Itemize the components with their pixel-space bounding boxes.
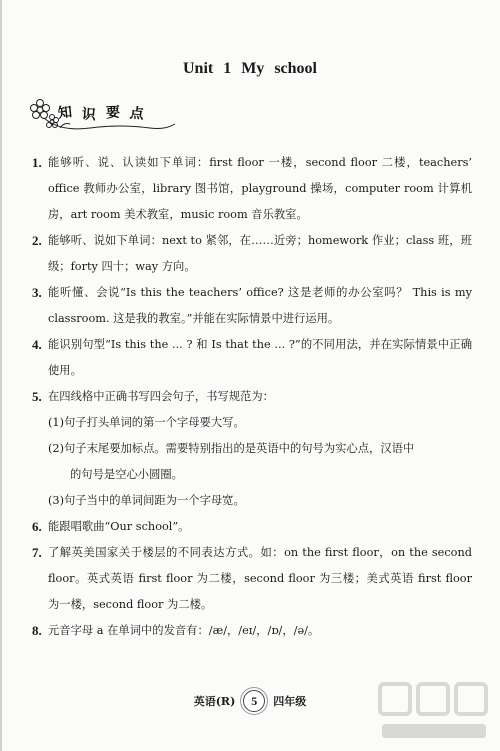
page-title: Unit 1 My school [183,60,317,77]
watermark-logo-icon [374,676,494,746]
heading-char: 点 [128,105,145,123]
knowledge-points-list [32,150,472,644]
heading-char: 知 [57,104,73,122]
sub-item: (2)句子末尾要加标点。需要特别指出的是英语中的句号为实心点，汉语中 [48,442,415,455]
page-number-badge: 5 [243,690,265,712]
item-number: 5. [32,389,42,404]
list-item [32,540,472,618]
item-number: 4. [32,337,42,352]
list-item [32,514,472,540]
sub-item: (1)句子打头单词的第一个字母要大写。 [48,416,245,429]
list-item [32,384,472,410]
item-text: 在四线格中正确书写四会句子，书写规范为： [48,390,274,403]
scan-edge [0,0,2,751]
item-number: 8. [32,623,42,638]
sub-item-continuation: 的句号是空心小圆圈。 [70,468,183,481]
sub-item: (3)句子当中的单词间距为一个字母宽。 [48,494,245,507]
footer-grade: 四年级 [273,695,307,708]
list-item [32,150,472,228]
item-text: 能跟唱歌曲“Our school”。 [48,520,190,533]
item-number: 2. [32,233,42,248]
item-text: 元音字母 a 在单词中的发音有：/æ/，/eɪ/，/ɒ/，/ə/。 [48,624,320,637]
item-number: 7. [32,545,42,560]
item-text: 能够听、说如下单词：next to 紧邻，在……近旁；homework 作业；class 班，班级；forty 四十；way 方向。 [48,234,472,273]
item-number: 1. [32,155,42,170]
heading-char: 识 [81,106,97,124]
item-text: 能听懂、会说“Is this the teachers’ office? 这是老师的办公室吗？ This is my classroom. 这是我的教室。”并能在实际情景中进行运用。 [48,286,472,325]
heading-char: 要 [105,104,121,122]
list-item [32,228,472,280]
item-text: 了解英美国家关于楼层的不同表达方式。如：on the first floor，on the second floor。英式英语 first floor 为二楼，second floor 为三楼；美式英语 first floor 为一楼，second floor 为二楼。 [48,546,472,611]
item-text: 能识别句型“Is this the ... ? 和 Is that the ... ?”的不同用法，并在实际情景中正确使用。 [48,338,472,377]
list-item [32,618,472,644]
list-item [32,280,472,332]
footer-subject: 英语(R) [193,695,236,708]
item-number: 6. [32,519,42,534]
list-item [32,332,472,384]
section-heading-text [58,102,144,122]
section-heading [30,98,180,132]
item-number: 3. [32,285,42,300]
item-text: 能够听、说、认读如下单词：first floor 一楼，second floor 二楼，teachers’ office 教师办公室，library 图书馆，playground 操场，computer room 计算机房，art room 美术教室，music room 音乐教室。 [48,156,472,221]
